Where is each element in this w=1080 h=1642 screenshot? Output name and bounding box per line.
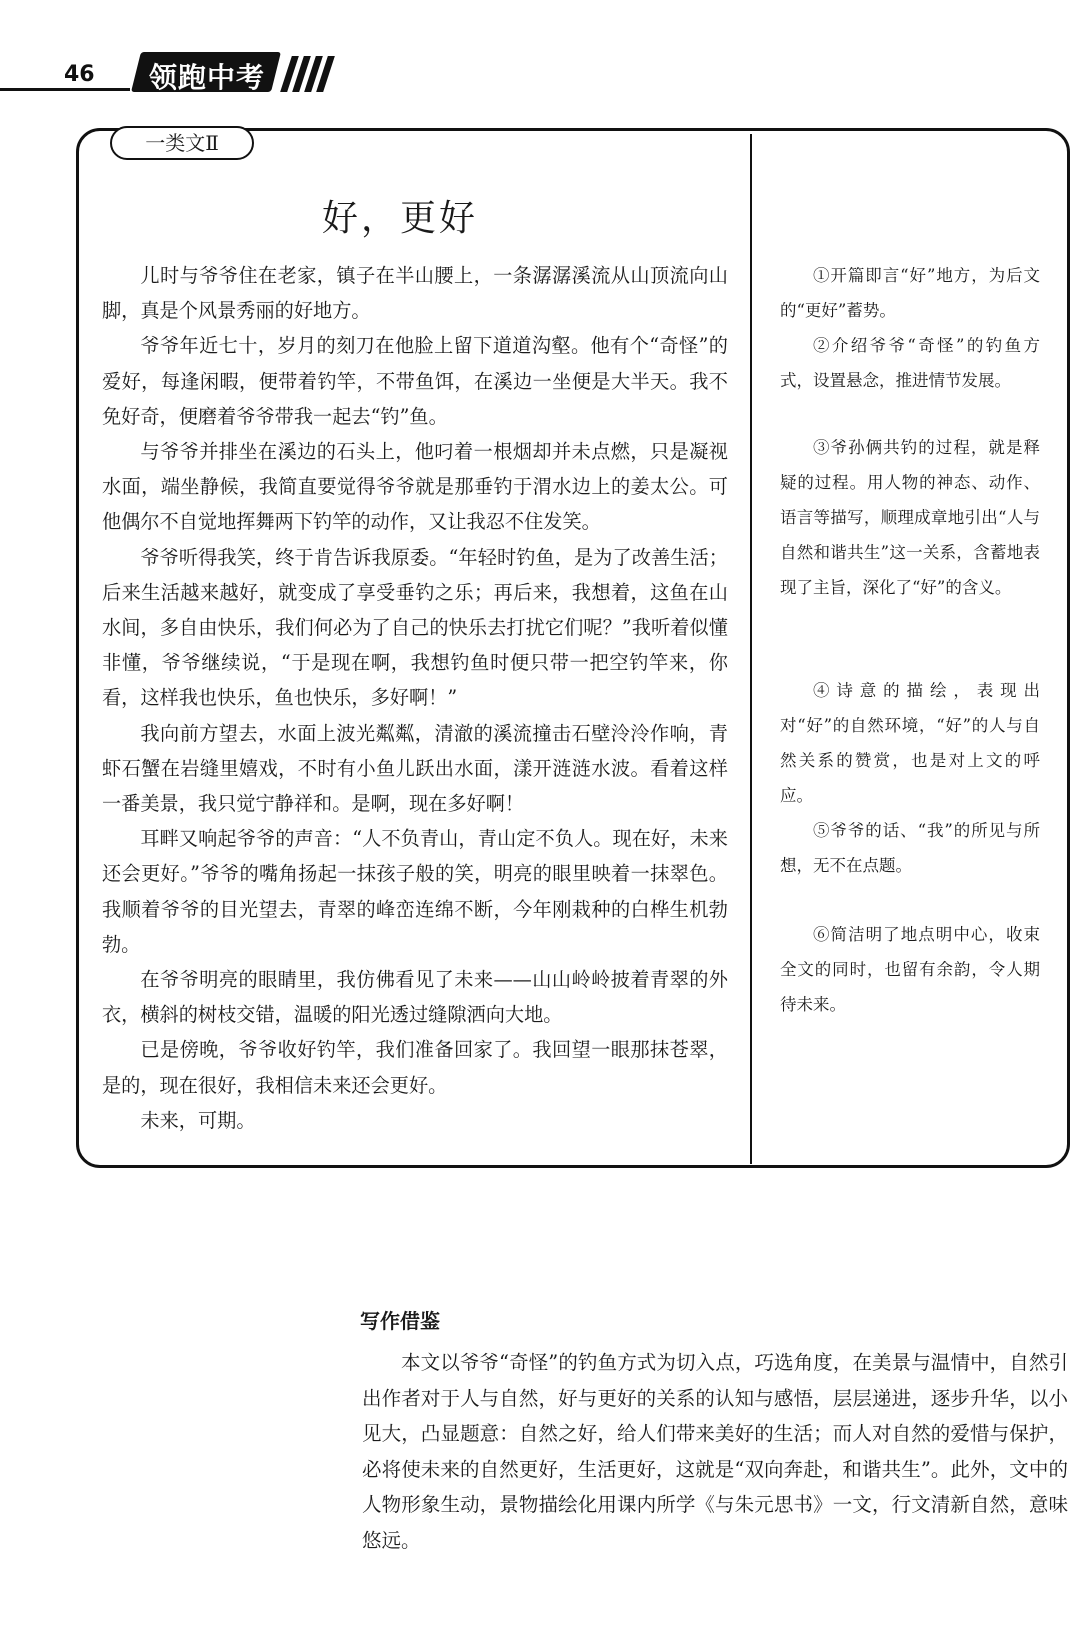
margin-note: ①开篇即言“好”地方，为后文的“更好”蓄势。 [780,266,1040,320]
margin-notes [780,258,1040,1022]
margin-note: ④诗意的描绘，表现出对“好”的自然环境，“好”的人与自然关系的赞赏，也是对上文的呼应。 [780,681,1040,805]
margin-note: ③爷孙俩共钓的过程，就是释疑的过程。用人物的神态、动作、语言等描写，顺理成章地引出“人与自然和谐共生”这一关系，含蓄地表现了主旨，深化了“好”的含义。 [780,438,1040,597]
margin-note: ②介绍爷爷“奇怪”的钓鱼方式，设置悬念，推进情节发展。 [780,336,1040,390]
category-tag: 一类文Ⅱ [110,126,254,160]
essay-paragraph: 我向前方望去，水面上波光粼粼，清澈的溪流撞击石壁泠泠作响，青虾石蟹在岩缝里嬉戏，不时有小鱼儿跃出水面，漾开涟涟水波。看着这样一番美景，我只觉宁静祥和。是啊，现在多好啊！ [102,721,728,816]
page-number: 46 [64,62,95,87]
section-body [362,1345,1068,1558]
essay-paragraph: 耳畔又响起爷爷的声音：“人不负青山，青山定不负人。现在好，未来还会更好。”爷爷的嘴角扬起一抹孩子般的笑，明亮的眼里映着一抹翠色。我顺着爷爷的目光望去，青翠的峰峦连绵不断，今年刚栽种的白桦生机勃勃。 [102,827,728,956]
essay-paragraph: 爷爷听得我笑，终于肯告诉我原委。“年轻时钓鱼，是为了改善生活；后来生活越来越好，就变成了享受垂钓之乐；再后来，我想着，这鱼在山水间，多自由快乐，我们何必为了自己的快乐去打扰它们呢？”我听着似懂非懂，爷爷继续说，“于是现在啊，我想钓鱼时便只带一把空钓竿来，你看，这样我也快乐，鱼也快乐，多好啊！” [102,545,728,710]
essay-paragraph: 爷爷年近七十，岁月的刻刀在他脸上留下道道沟壑。他有个“奇怪”的爱好，每逢闲暇，便带着钓竿，不带鱼饵，在溪边一坐便是大半天。我不免好奇，便磨着爷爷带我一起去“钓”鱼。 [102,334,728,428]
header-rule [0,88,130,91]
margin-note: ⑥简洁明了地点明中心，收束全文的同时，也留有余韵，令人期待未来。 [780,925,1040,1014]
page-header [0,48,340,98]
brand-title: 领跑中考 [148,61,265,94]
section-paragraph: 本文以爷爷“奇怪”的钓鱼方式为切入点，巧选角度，在美景与温情中，自然引出作者对于人与自然，好与更好的关系的认知与感悟，层层递进，逐步升华，以小见大，凸显题意：自然之好，给人们带来美好的生活；而人对自然的爱惜与保护，必将使未来的自然更好，生活更好，这就是“双向奔赴，和谐共生”。此外，文中的人物形象生动，景物描绘化用课内所学《与朱元思书》一文，行文清新自然，意味悠远。 [362,1351,1068,1552]
essay-paragraph: 在爷爷明亮的眼睛里，我仿佛看见了未来——山山岭岭披着青翠的外衣，横斜的树枝交错，温暖的阳光透过缝隙洒向大地。 [102,968,728,1027]
section-heading: 写作借鉴 [360,1309,440,1333]
margin-note: ⑤爷爷的话、“我”的所见与所想，无不在点题。 [780,821,1040,875]
essay-paragraph: 与爷爷并排坐在溪边的石头上，他叼着一根烟却并未点燃，只是凝视水面，端坐静候，我简直要觉得爷爷就是那垂钓于渭水边上的姜太公。可他偶尔不自觉地挥舞两下钓竿的动作，又让我忍不住发笑。 [102,440,728,534]
column-divider [750,134,752,1164]
essay-paragraph: 未来，可期。 [140,1108,256,1132]
essay-paragraph: 儿时与爷爷住在老家，镇子在半山腰上，一条潺潺溪流从山顶流向山脚，真是个风景秀丽的好地方。 [102,264,728,323]
essay-paragraph: 已是傍晚，爷爷收好钓竿，我们准备回家了。我回望一眼那抹苍翠，是的，现在很好，我相信未来还会更好。 [102,1038,728,1097]
essay-body [102,258,728,1138]
essay-title: 好，更好 [321,198,478,239]
